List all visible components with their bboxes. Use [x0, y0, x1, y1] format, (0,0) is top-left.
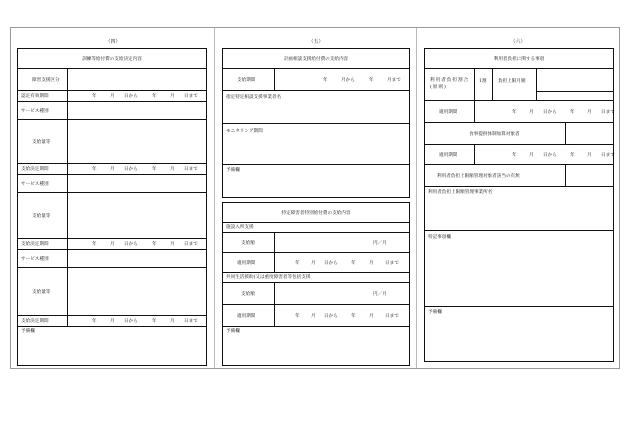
amount-row: [18, 193, 206, 239]
decision-period-label: 支給決定期間: [21, 242, 49, 247]
management-office-label: 利用者負担上限額管理事業所名: [428, 190, 493, 195]
decision-period-label: 支給決定期間: [21, 167, 49, 172]
management-row: [425, 165, 613, 187]
special-notes-label: 特記事項欄: [428, 235, 451, 240]
service-type-row: [18, 102, 206, 120]
notes-row: [18, 327, 206, 367]
validity-label: 認定有効期間: [21, 94, 49, 99]
service-type-row: [18, 250, 206, 268]
panel-title: 訓練等給付費の支給決定内容: [82, 57, 142, 62]
management-office-row: [425, 187, 613, 231]
special-notes-row: [425, 231, 613, 307]
burden-ratio-label: 利用者負担割合(原則): [430, 78, 470, 90]
validity-row: 認定有効期間 年 月 日から 年 月 日まで: [18, 91, 206, 102]
management-label: 利用者負担上限額管理対象者該当の有無: [437, 174, 520, 179]
panel-title-row: [18, 49, 206, 69]
group-home-label: 共同生活援助(又は重度障害者等包括支援: [226, 275, 311, 280]
amount-row: [18, 268, 206, 316]
notes-label: 予備欄: [226, 168, 240, 173]
training-benefit-panel: [17, 48, 207, 366]
panel-title: 特定障害者特別給付費の支給内容: [281, 211, 351, 216]
amount-row: [18, 120, 206, 164]
plan-consultation-panel: [222, 48, 410, 198]
designated-office-label: 指定特定相談支援事業者名: [226, 95, 282, 100]
burden-limit-label: 負担上限月額: [498, 79, 526, 84]
payment-amount-label: 支給額: [241, 241, 255, 246]
meal-label: 食事提供体制加算対象者: [469, 132, 520, 137]
notes-row: [223, 165, 409, 199]
payment-amount-label: 支給額: [241, 292, 255, 297]
service-type-row: [18, 175, 206, 193]
notes-row: [223, 327, 409, 367]
decision-period-row: 支給決定期間 年 月 日から 年 月 日まで: [18, 316, 206, 327]
amount-label: 支給量等: [32, 290, 51, 295]
meal-row: [425, 123, 613, 145]
special-benefit-panel: 特定障害者特別給付費の支給内容 施設入所支援 支給額 円／月 適用期間 年 月 日から 年 月 日まで 共同生活援助(又は重度障害者等包括支援 支給額 円／月 適用期間 年 月 日から 年 月 日まで 予備欄: [222, 202, 410, 366]
notes-label: 予備欄: [21, 329, 35, 334]
panel-title: 利用者負担に関する事項: [493, 57, 545, 62]
burden-ratio-value: 1割: [479, 79, 487, 84]
amount-label: 支給量等: [32, 214, 51, 219]
support-category-row: [18, 69, 206, 91]
amount-label: 支給量等: [32, 140, 51, 145]
applicable-period-label: 適用期間: [439, 153, 458, 158]
page-number-4: （四）: [105, 39, 121, 45]
decision-period-label: 支給決定期間: [21, 319, 49, 324]
applicable-period-label: 適用期間: [237, 261, 256, 266]
page-number-6: （六）: [510, 39, 526, 45]
page-number-5: （五）: [308, 39, 324, 45]
user-burden-panel: 利用者負担に関する事項 利用者負担割合(原則) 1割 負担上限月額 適用期間 年 月 日から 年 月 日まで 食事提供体制加算対象者 適用期間 年 月 日から 年 月 日まで 利用者負担上限額管理対象者該当の有無 利用者負担上限額管理事業所名 特記事項欄 予備欄: [424, 48, 614, 362]
facility-label: 施設入所支援: [226, 225, 254, 230]
fold-line: [416, 28, 417, 368]
decision-period-row: 支給決定期間 年 月 日から 年 月 日まで: [18, 164, 206, 175]
support-category-label: 障害支援区分: [32, 78, 60, 83]
burden-ratio-row: [425, 69, 613, 101]
decision-period-row: 支給決定期間 年 月 日から 年 月 日まで: [18, 239, 206, 250]
service-type-label: サービス種別: [21, 257, 49, 262]
service-type-label: サービス種別: [21, 109, 49, 114]
fold-line: [214, 28, 215, 368]
monitoring-label: モニタリング期間: [226, 129, 263, 134]
designated-office-row: [223, 91, 409, 124]
applicable-period-label: 適用期間: [237, 314, 256, 319]
panel-title: 計画相談支援給付費の支給内容: [283, 57, 349, 62]
notes-label: 予備欄: [226, 329, 240, 334]
notes-row: [425, 307, 613, 363]
form-sheet: [10, 27, 620, 369]
payment-period-label: 支給期間: [237, 78, 256, 83]
payment-period-row: 支給期間 年 月から 年 月まで: [223, 69, 409, 91]
monitoring-row: [223, 124, 409, 165]
notes-label: 予備欄: [428, 310, 442, 315]
applicable-period-label: 適用期間: [439, 110, 458, 115]
service-type-label: サービス種別: [21, 182, 49, 187]
